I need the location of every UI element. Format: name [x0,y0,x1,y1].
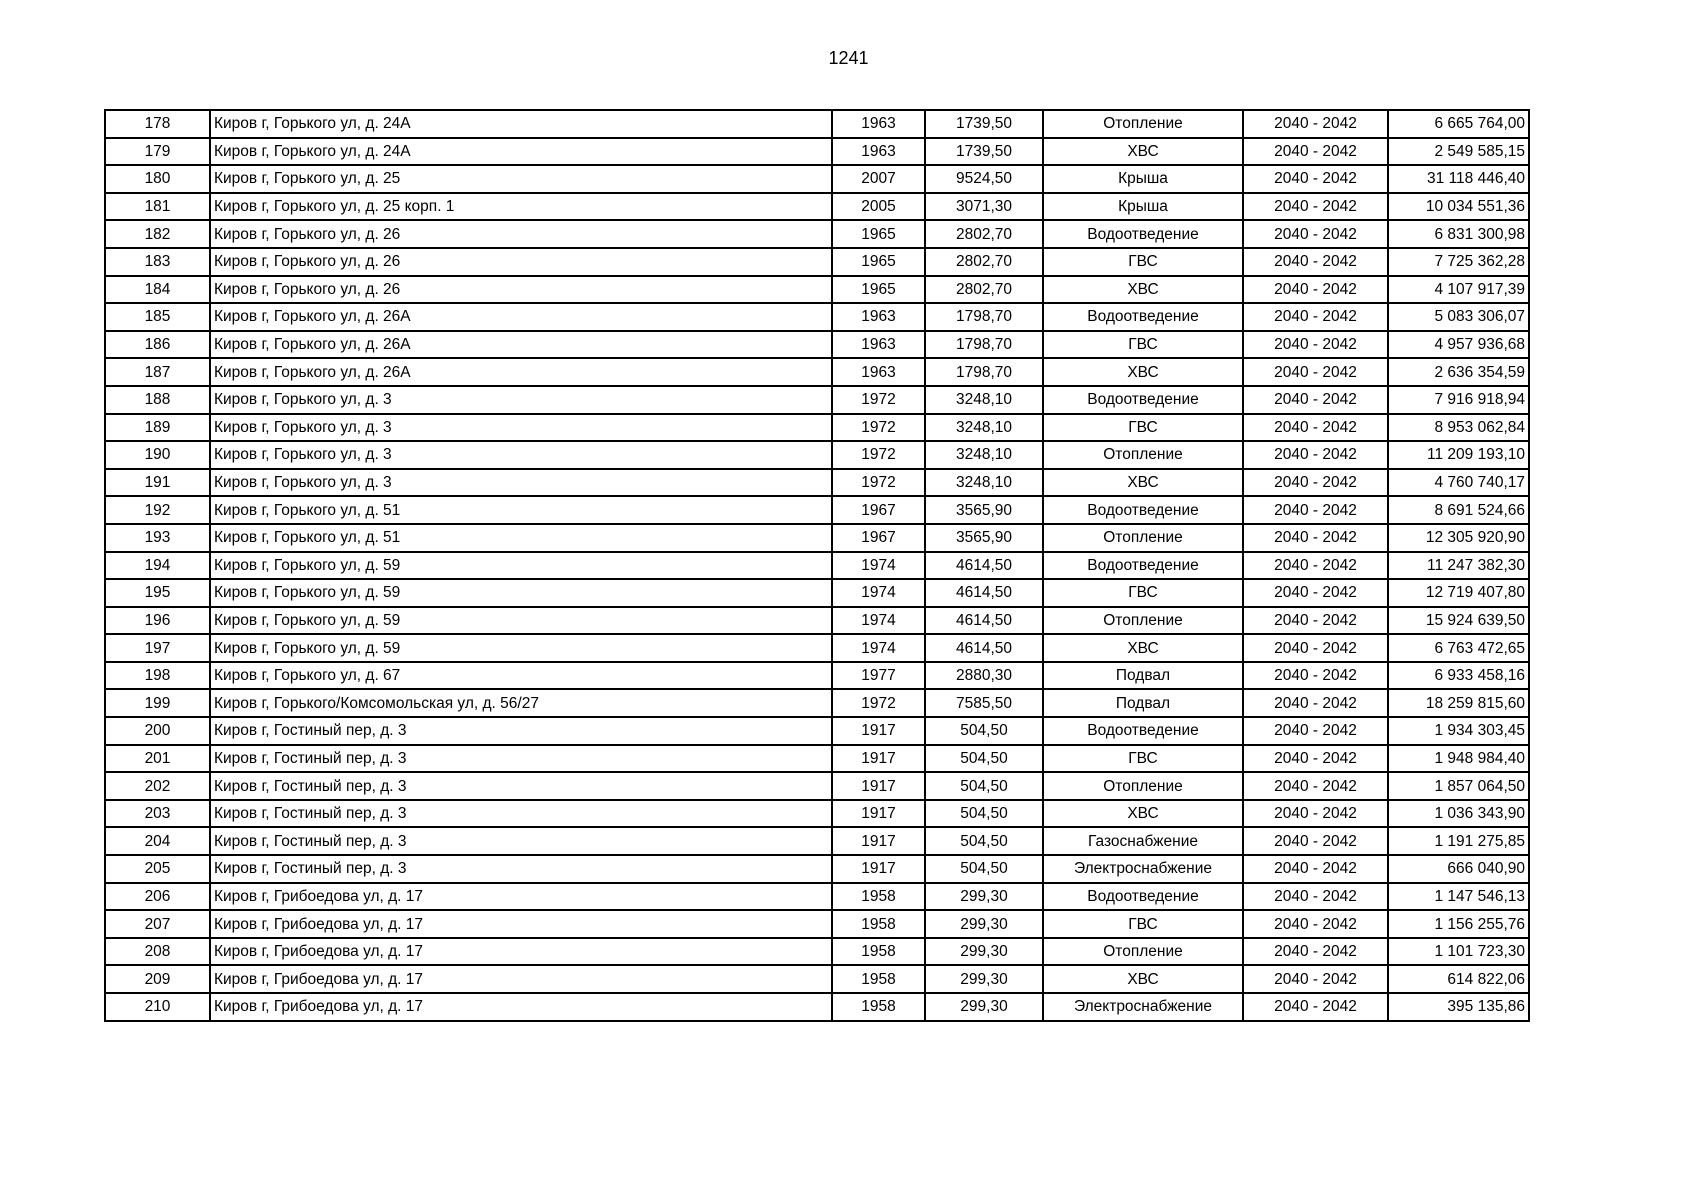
row-number-cell: 202 [105,772,210,800]
work-type-cell: Газоснабжение [1043,827,1243,855]
period-cell: 2040 - 2042 [1243,165,1388,193]
address-cell: Киров г, Горького/Комсомольская ул, д. 56/27 [210,689,832,717]
cost-cell: 1 191 275,85 [1388,827,1529,855]
row-number-cell: 193 [105,524,210,552]
cost-cell: 7 916 918,94 [1388,386,1529,414]
address-cell: Киров г, Горького ул, д. 3 [210,414,832,442]
table-row [105,496,1529,524]
table-row [105,110,1529,138]
address-cell: Киров г, Горького ул, д. 59 [210,552,832,580]
area-cell: 4614,50 [925,552,1043,580]
table-row [105,441,1529,469]
cost-cell: 18 259 815,60 [1388,689,1529,717]
year-cell: 1974 [832,552,925,580]
period-cell: 2040 - 2042 [1243,579,1388,607]
row-number-cell: 178 [105,110,210,138]
work-type-cell: Отопление [1043,110,1243,138]
table-row [105,303,1529,331]
period-cell: 2040 - 2042 [1243,965,1388,993]
work-type-cell: ХВС [1043,469,1243,497]
period-cell: 2040 - 2042 [1243,496,1388,524]
work-type-cell: ХВС [1043,634,1243,662]
work-type-cell: Электроснабжение [1043,993,1243,1021]
address-cell: Киров г, Грибоедова ул, д. 17 [210,965,832,993]
area-cell: 504,50 [925,745,1043,773]
table-row [105,579,1529,607]
year-cell: 1967 [832,496,925,524]
work-type-cell: ГВС [1043,248,1243,276]
cost-cell: 395 135,86 [1388,993,1529,1021]
period-cell: 2040 - 2042 [1243,220,1388,248]
area-cell: 7585,50 [925,689,1043,717]
work-type-cell: ГВС [1043,579,1243,607]
year-cell: 1958 [832,938,925,966]
address-cell: Киров г, Горького ул, д. 26 [210,220,832,248]
cost-cell: 31 118 446,40 [1388,165,1529,193]
cost-cell: 11 209 193,10 [1388,441,1529,469]
area-cell: 3248,10 [925,414,1043,442]
area-cell: 299,30 [925,938,1043,966]
work-type-cell: Отопление [1043,772,1243,800]
address-cell: Киров г, Грибоедова ул, д. 17 [210,910,832,938]
address-cell: Киров г, Горького ул, д. 25 [210,165,832,193]
table-row [105,883,1529,911]
cost-cell: 5 083 306,07 [1388,303,1529,331]
table-row [105,358,1529,386]
address-cell: Киров г, Гостиный пер, д. 3 [210,800,832,828]
year-cell: 1917 [832,800,925,828]
year-cell: 1972 [832,414,925,442]
table-row [105,855,1529,883]
period-cell: 2040 - 2042 [1243,414,1388,442]
cost-cell: 1 156 255,76 [1388,910,1529,938]
address-cell: Киров г, Гостиный пер, д. 3 [210,827,832,855]
cost-cell: 614 822,06 [1388,965,1529,993]
row-number-cell: 179 [105,138,210,166]
period-cell: 2040 - 2042 [1243,938,1388,966]
area-cell: 299,30 [925,993,1043,1021]
work-type-cell: ГВС [1043,745,1243,773]
year-cell: 1965 [832,248,925,276]
work-type-cell: Подвал [1043,662,1243,690]
period-cell: 2040 - 2042 [1243,469,1388,497]
row-number-cell: 183 [105,248,210,276]
cost-cell: 4 107 917,39 [1388,276,1529,304]
page-number: 1241 [828,48,869,68]
year-cell: 1917 [832,717,925,745]
work-type-cell: Водоотведение [1043,220,1243,248]
cost-cell: 7 725 362,28 [1388,248,1529,276]
area-cell: 299,30 [925,910,1043,938]
cost-cell: 2 636 354,59 [1388,358,1529,386]
cost-cell: 666 040,90 [1388,855,1529,883]
period-cell: 2040 - 2042 [1243,303,1388,331]
year-cell: 1917 [832,745,925,773]
year-cell: 1963 [832,110,925,138]
cost-cell: 6 831 300,98 [1388,220,1529,248]
year-cell: 1958 [832,993,925,1021]
year-cell: 1967 [832,524,925,552]
area-cell: 3565,90 [925,524,1043,552]
address-cell: Киров г, Горького ул, д. 26 [210,248,832,276]
row-number-cell: 198 [105,662,210,690]
area-cell: 4614,50 [925,607,1043,635]
period-cell: 2040 - 2042 [1243,827,1388,855]
period-cell: 2040 - 2042 [1243,524,1388,552]
work-type-cell: Водоотведение [1043,386,1243,414]
work-type-cell: Электроснабжение [1043,855,1243,883]
period-cell: 2040 - 2042 [1243,110,1388,138]
area-cell: 504,50 [925,717,1043,745]
row-number-cell: 210 [105,993,210,1021]
table-row [105,276,1529,304]
address-cell: Киров г, Гостиный пер, д. 3 [210,772,832,800]
table-row [105,331,1529,359]
work-type-cell: Крыша [1043,165,1243,193]
row-number-cell: 209 [105,965,210,993]
period-cell: 2040 - 2042 [1243,552,1388,580]
table-row [105,745,1529,773]
year-cell: 1917 [832,827,925,855]
year-cell: 1977 [832,662,925,690]
work-type-cell: ХВС [1043,138,1243,166]
cost-cell: 8 953 062,84 [1388,414,1529,442]
period-cell: 2040 - 2042 [1243,855,1388,883]
table-row [105,965,1529,993]
year-cell: 1974 [832,607,925,635]
row-number-cell: 201 [105,745,210,773]
period-cell: 2040 - 2042 [1243,883,1388,911]
table-row [105,800,1529,828]
work-type-cell: ХВС [1043,276,1243,304]
area-cell: 1739,50 [925,110,1043,138]
period-cell: 2040 - 2042 [1243,358,1388,386]
table-row [105,607,1529,635]
area-cell: 299,30 [925,965,1043,993]
row-number-cell: 186 [105,331,210,359]
work-type-cell: Подвал [1043,689,1243,717]
work-type-cell: ХВС [1043,965,1243,993]
address-cell: Киров г, Грибоедова ул, д. 17 [210,938,832,966]
period-cell: 2040 - 2042 [1243,441,1388,469]
work-type-cell: Крыша [1043,193,1243,221]
row-number-cell: 191 [105,469,210,497]
cost-cell: 6 933 458,16 [1388,662,1529,690]
row-number-cell: 184 [105,276,210,304]
period-cell: 2040 - 2042 [1243,745,1388,773]
row-number-cell: 195 [105,579,210,607]
row-number-cell: 194 [105,552,210,580]
area-cell: 2802,70 [925,220,1043,248]
work-type-cell: Отопление [1043,441,1243,469]
period-cell: 2040 - 2042 [1243,910,1388,938]
row-number-cell: 205 [105,855,210,883]
table-row [105,138,1529,166]
area-cell: 9524,50 [925,165,1043,193]
year-cell: 1965 [832,220,925,248]
cost-cell: 1 101 723,30 [1388,938,1529,966]
address-cell: Киров г, Горького ул, д. 24А [210,110,832,138]
work-type-cell: ГВС [1043,910,1243,938]
year-cell: 1963 [832,303,925,331]
table-row [105,414,1529,442]
period-cell: 2040 - 2042 [1243,607,1388,635]
period-cell: 2040 - 2042 [1243,138,1388,166]
address-cell: Киров г, Горького ул, д. 51 [210,496,832,524]
row-number-cell: 204 [105,827,210,855]
work-type-cell: ГВС [1043,331,1243,359]
work-type-cell: Водоотведение [1043,883,1243,911]
period-cell: 2040 - 2042 [1243,634,1388,662]
cost-cell: 6 665 764,00 [1388,110,1529,138]
area-cell: 1739,50 [925,138,1043,166]
area-cell: 3071,30 [925,193,1043,221]
work-type-cell: ГВС [1043,414,1243,442]
table-row [105,193,1529,221]
cost-cell: 4 957 936,68 [1388,331,1529,359]
work-type-cell: ХВС [1043,800,1243,828]
period-cell: 2040 - 2042 [1243,772,1388,800]
period-cell: 2040 - 2042 [1243,689,1388,717]
table-row [105,717,1529,745]
area-cell: 299,30 [925,883,1043,911]
period-cell: 2040 - 2042 [1243,662,1388,690]
address-cell: Киров г, Грибоедова ул, д. 17 [210,883,832,911]
year-cell: 2005 [832,193,925,221]
row-number-cell: 189 [105,414,210,442]
area-cell: 2802,70 [925,276,1043,304]
area-cell: 504,50 [925,827,1043,855]
table-body [105,110,1529,1021]
address-cell: Киров г, Горького ул, д. 51 [210,524,832,552]
table-row [105,634,1529,662]
address-cell: Киров г, Горького ул, д. 3 [210,441,832,469]
row-number-cell: 203 [105,800,210,828]
table-row [105,386,1529,414]
address-cell: Киров г, Горького ул, д. 26А [210,358,832,386]
cost-cell: 12 719 407,80 [1388,579,1529,607]
address-cell: Киров г, Гостиный пер, д. 3 [210,745,832,773]
year-cell: 1917 [832,855,925,883]
address-cell: Киров г, Горького ул, д. 67 [210,662,832,690]
address-cell: Киров г, Горького ул, д. 26 [210,276,832,304]
table-row [105,524,1529,552]
table-row [105,938,1529,966]
area-cell: 3248,10 [925,441,1043,469]
row-number-cell: 181 [105,193,210,221]
table-row [105,993,1529,1021]
address-cell: Киров г, Горького ул, д. 59 [210,634,832,662]
table-row [105,248,1529,276]
cost-cell: 1 857 064,50 [1388,772,1529,800]
area-cell: 1798,70 [925,358,1043,386]
table-row [105,910,1529,938]
table-row [105,689,1529,717]
table-row [105,165,1529,193]
row-number-cell: 185 [105,303,210,331]
area-cell: 504,50 [925,800,1043,828]
row-number-cell: 182 [105,220,210,248]
cost-cell: 2 549 585,15 [1388,138,1529,166]
cost-cell: 15 924 639,50 [1388,607,1529,635]
period-cell: 2040 - 2042 [1243,800,1388,828]
work-type-cell: Водоотведение [1043,552,1243,580]
year-cell: 1972 [832,441,925,469]
row-number-cell: 180 [105,165,210,193]
row-number-cell: 187 [105,358,210,386]
area-cell: 4614,50 [925,634,1043,662]
year-cell: 1972 [832,689,925,717]
period-cell: 2040 - 2042 [1243,276,1388,304]
row-number-cell: 207 [105,910,210,938]
address-cell: Киров г, Горького ул, д. 26А [210,331,832,359]
row-number-cell: 206 [105,883,210,911]
address-cell: Киров г, Горького ул, д. 3 [210,469,832,497]
table-row [105,772,1529,800]
area-cell: 3565,90 [925,496,1043,524]
year-cell: 1974 [832,579,925,607]
work-type-cell: Водоотведение [1043,496,1243,524]
cost-cell: 8 691 524,66 [1388,496,1529,524]
period-cell: 2040 - 2042 [1243,193,1388,221]
address-cell: Киров г, Гостиный пер, д. 3 [210,855,832,883]
work-type-cell: Отопление [1043,524,1243,552]
period-cell: 2040 - 2042 [1243,331,1388,359]
year-cell: 2007 [832,165,925,193]
year-cell: 1958 [832,883,925,911]
area-cell: 1798,70 [925,331,1043,359]
row-number-cell: 200 [105,717,210,745]
cost-cell: 1 948 984,40 [1388,745,1529,773]
table-row [105,552,1529,580]
area-cell: 2802,70 [925,248,1043,276]
period-cell: 2040 - 2042 [1243,248,1388,276]
work-type-cell: Отопление [1043,938,1243,966]
table-row [105,662,1529,690]
row-number-cell: 196 [105,607,210,635]
area-cell: 504,50 [925,772,1043,800]
year-cell: 1965 [832,276,925,304]
year-cell: 1963 [832,138,925,166]
area-cell: 1798,70 [925,303,1043,331]
address-cell: Киров г, Горького ул, д. 3 [210,386,832,414]
year-cell: 1972 [832,469,925,497]
address-cell: Киров г, Горького ул, д. 26А [210,303,832,331]
row-number-cell: 208 [105,938,210,966]
year-cell: 1963 [832,331,925,359]
address-cell: Киров г, Горького ул, д. 24А [210,138,832,166]
address-cell: Киров г, Гостиный пер, д. 3 [210,717,832,745]
row-number-cell: 190 [105,441,210,469]
cost-cell: 10 034 551,36 [1388,193,1529,221]
row-number-cell: 197 [105,634,210,662]
period-cell: 2040 - 2042 [1243,386,1388,414]
cost-cell: 11 247 382,30 [1388,552,1529,580]
table-row [105,469,1529,497]
period-cell: 2040 - 2042 [1243,717,1388,745]
cost-cell: 4 760 740,17 [1388,469,1529,497]
year-cell: 1963 [832,358,925,386]
area-cell: 4614,50 [925,579,1043,607]
area-cell: 2880,30 [925,662,1043,690]
work-type-cell: Водоотведение [1043,303,1243,331]
row-number-cell: 199 [105,689,210,717]
address-cell: Киров г, Грибоедова ул, д. 17 [210,993,832,1021]
year-cell: 1972 [832,386,925,414]
year-cell: 1917 [832,772,925,800]
work-type-cell: ХВС [1043,358,1243,386]
work-type-cell: Водоотведение [1043,717,1243,745]
row-number-cell: 188 [105,386,210,414]
area-cell: 3248,10 [925,386,1043,414]
table-row [105,220,1529,248]
year-cell: 1974 [832,634,925,662]
address-cell: Киров г, Горького ул, д. 59 [210,579,832,607]
cost-cell: 1 036 343,90 [1388,800,1529,828]
year-cell: 1958 [832,910,925,938]
row-number-cell: 192 [105,496,210,524]
cost-cell: 1 934 303,45 [1388,717,1529,745]
address-cell: Киров г, Горького ул, д. 25 корп. 1 [210,193,832,221]
cost-cell: 1 147 546,13 [1388,883,1529,911]
period-cell: 2040 - 2042 [1243,993,1388,1021]
cost-cell: 12 305 920,90 [1388,524,1529,552]
buildings-table [104,109,1530,1022]
address-cell: Киров г, Горького ул, д. 59 [210,607,832,635]
area-cell: 504,50 [925,855,1043,883]
work-type-cell: Отопление [1043,607,1243,635]
area-cell: 3248,10 [925,469,1043,497]
cost-cell: 6 763 472,65 [1388,634,1529,662]
table-row [105,827,1529,855]
year-cell: 1958 [832,965,925,993]
